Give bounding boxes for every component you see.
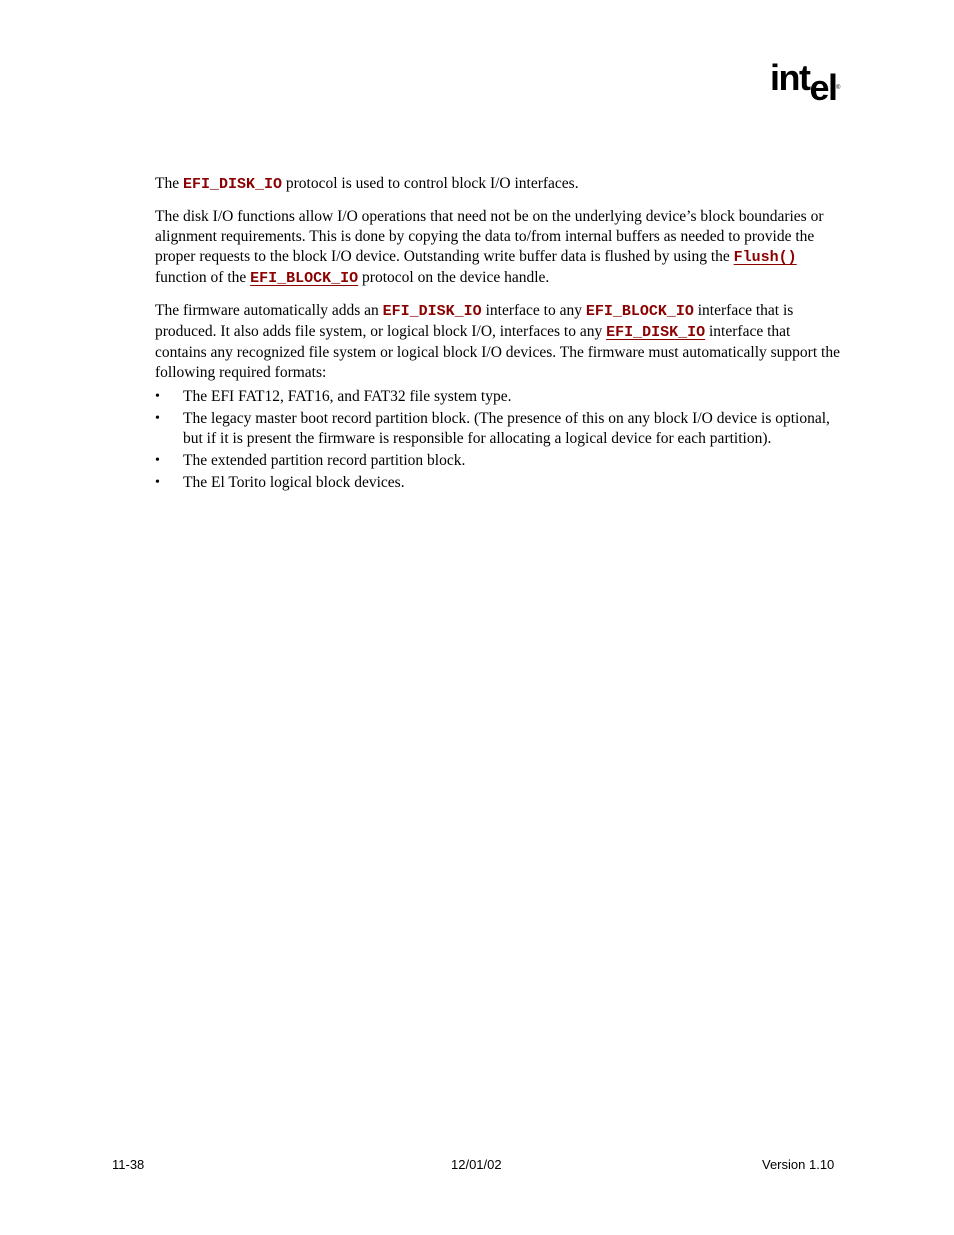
- list-item: • The legacy master boot record partition block. (The presence of this on any block I/O device is optional, but if it is present the firmware is responsible for allocating a logical device for each partition).: [155, 409, 845, 449]
- footer-date: 12/01/02: [451, 1157, 502, 1172]
- footer-version: Version 1.10: [762, 1157, 835, 1172]
- link-flush[interactable]: Flush(): [733, 249, 797, 266]
- code-efi-disk-io: EFI_DISK_IO: [182, 176, 283, 193]
- text: protocol is used to control block I/O interfaces.: [282, 175, 579, 192]
- required-formats-list: [155, 387, 845, 493]
- list-item: • The EFI FAT12, FAT16, and FAT32 file system type.: [155, 387, 845, 407]
- code-efi-block-io: EFI_BLOCK_IO: [585, 303, 694, 320]
- text: The firmware automatically adds an: [155, 302, 383, 319]
- logo-main: int: [770, 57, 810, 98]
- intel-logo-text: [770, 56, 837, 108]
- logo-el: el: [809, 67, 837, 108]
- paragraph-disk-io-functions: [155, 207, 845, 289]
- text: interface to any: [481, 302, 586, 319]
- link-efi-disk-io[interactable]: EFI_DISK_IO: [606, 324, 706, 341]
- logo-registered-mark: ®: [836, 85, 841, 91]
- intel-logo: [770, 56, 850, 106]
- paragraph-firmware: [155, 301, 845, 383]
- text: The disk I/O functions allow I/O operations that need not be on the underlying device’s block boundaries or alignment requirements. This is done by copying the data to/from internal buffers as needed to provide the proper requests to the block I/O device. Outstanding write buffer data is flushed by using the: [155, 208, 824, 265]
- code-efi-disk-io: EFI_DISK_IO: [382, 303, 482, 320]
- text: interface that is produced. It also adds file system, or logical block I/O, interfaces to any: [155, 302, 794, 340]
- text: interface that contains any recognized file system or logical block I/O devices. The firmware must automatically support the following required formats:: [155, 323, 840, 381]
- list-item: • The extended partition record partition block.: [155, 451, 845, 471]
- text: protocol on the device handle.: [358, 269, 550, 286]
- text: function of the: [155, 269, 251, 286]
- paragraph-intro: [155, 174, 845, 195]
- footer-page-number: 11-38: [112, 1157, 145, 1172]
- text: The: [155, 175, 183, 192]
- document-body: [155, 174, 845, 495]
- list-item: • The El Torito logical block devices.: [155, 473, 845, 493]
- link-efi-block-io[interactable]: EFI_BLOCK_IO: [250, 270, 359, 287]
